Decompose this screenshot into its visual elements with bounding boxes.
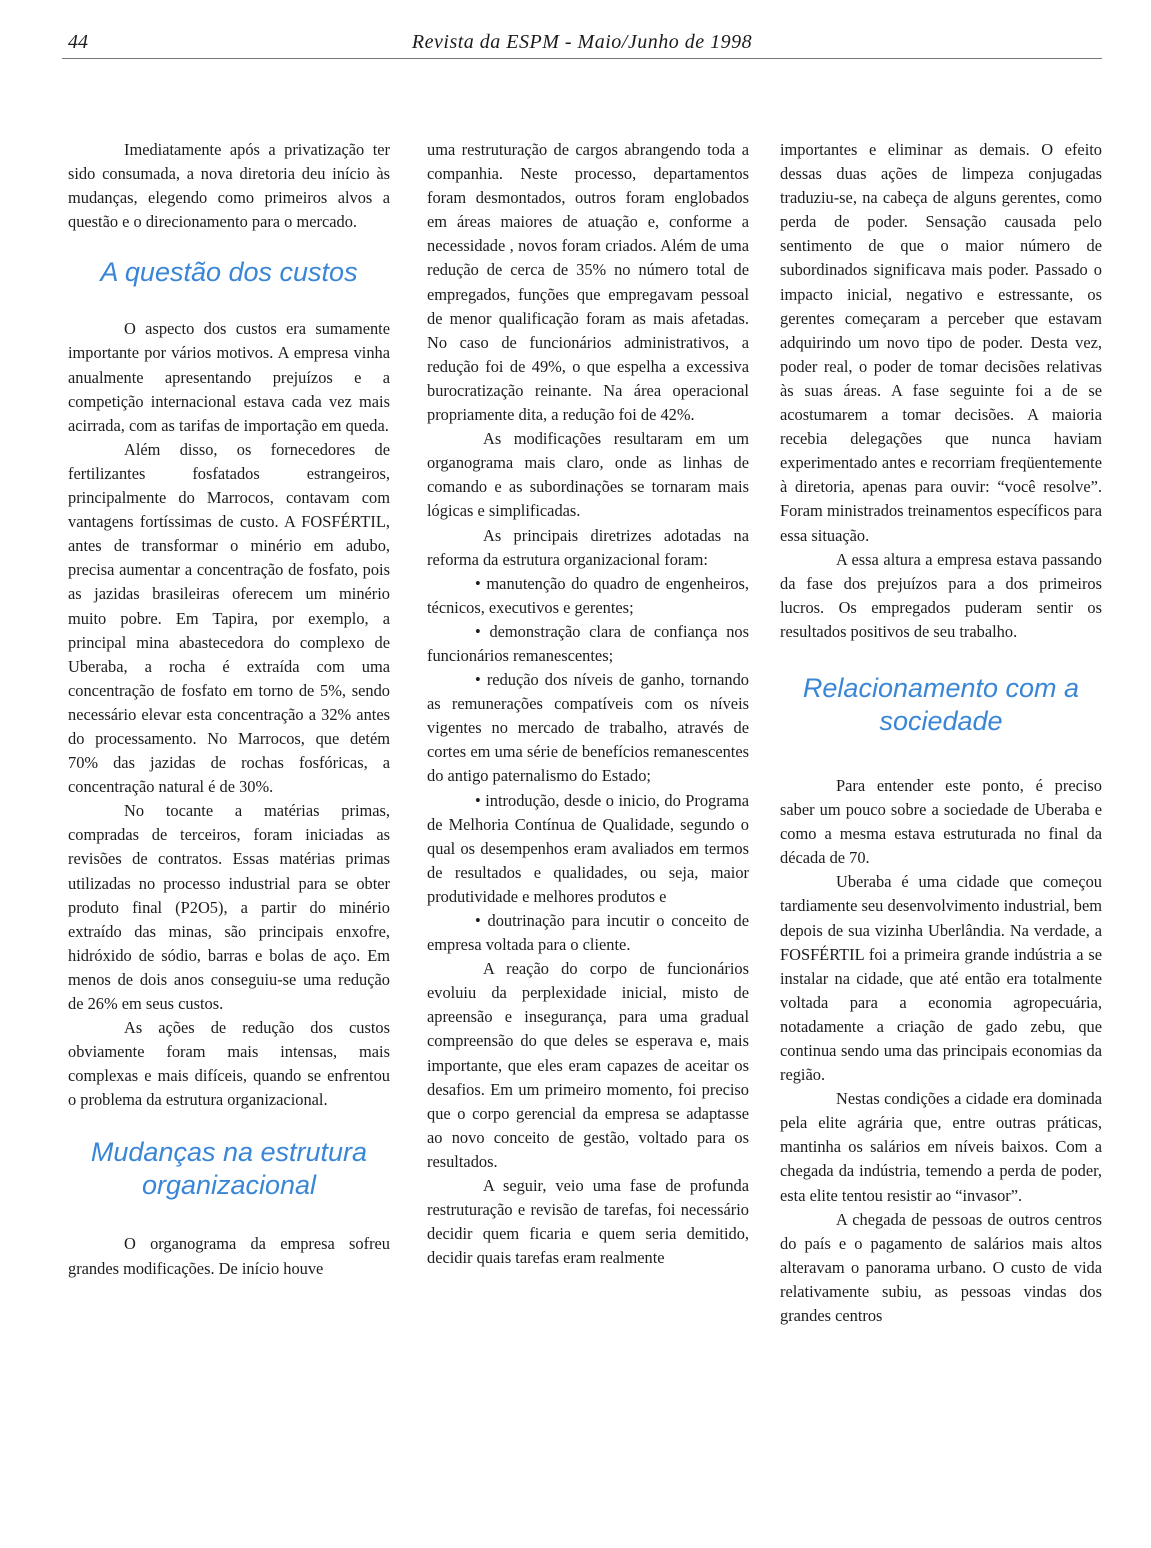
paragraph: As ações de redução dos custos obviamente foram mais intensas, mais complexas e mais difíceis, quando se enfrentou o problema da estrutura organizacional. <box>68 1018 390 1110</box>
running-header <box>62 28 1102 59</box>
paragraph: A seguir, veio uma fase de profunda restruturação e revisão de tarefas, foi necessário decidir quem ficaria e quem seria demitido, decidir quais tarefas eram realmente <box>427 1176 749 1268</box>
paragraph: Para entender este ponto, é preciso saber um pouco sobre a sociedade de Uberaba e como a mesma estava estruturada no final da década de 70. <box>780 775 1102 868</box>
bullet-item: • redução dos níveis de ganho, tornando as remunerações compatíveis com os níveis vigentes no mercado de trabalho, através de cortes em uma série de benefícios remanescentes do antigo paternalismo do Estado; <box>427 668 749 788</box>
paragraph: A reação do corpo de funcionários evoluiu da perplexidade inicial, misto de apreensão e insegurança, para uma gradual compreensão do que deles se esperava e, mais importante, que eles eram capazes de aceitar os desafios. Em um primeiro momento, foi preciso que o corpo gerencial da empresa se adaptasse ao novo conceito de gestão, voltado para os resultados. <box>427 959 749 1171</box>
paragraph: As modificações resultaram em um organograma mais claro, onde as linhas de comando e as subordinações se tornaram mais lógicas e simplificadas. <box>427 429 749 521</box>
column-1 <box>68 138 390 1281</box>
column-3 <box>780 138 1102 1328</box>
bullet-item: • manutenção do quadro de engenheiros, técnicos, executivos e gerentes; <box>427 572 749 620</box>
section-heading-estrutura: Mudanças na estrutura organizacional <box>90 1137 368 1201</box>
paragraph: A chegada de pessoas de outros centros do país e o pagamento de salários mais altos alteravam o panorama urbano. O custo de vida relativamente subiu, as pessoas vindas dos grandes centros <box>780 1209 1102 1326</box>
paragraph: importantes e eliminar as demais. O efeito dessas duas ações de limpeza conjugadas traduziu-se, na cabeça de alguns gerentes, como perda de poder. Sensação causada pelo sentimento de que o maior número de subordinados significava mais poder. Passado o impacto inicial, negativo e estressante, os gerentes começaram a perceber que estavam adquirindo um novo tipo de poder. Desta vez, poder real, o poder de tomar decisões relativas às suas áreas. A fase seguinte foi a de se acostumarem a tomar decisões. A maioria recebia delegações que nunca haviam experimentado antes e recorriam freqüentemente à diretoria, apenas para ouvir: “você resolve”. Foram ministrados treinamentos específicos para essa situação. <box>780 140 1102 545</box>
paragraph: As principais diretrizes adotadas na reforma da estrutura organizacional foram: <box>427 525 749 569</box>
bullet-item: • doutrinação para incutir o conceito de empresa voltada para o cliente. <box>427 909 749 957</box>
paragraph: O aspecto dos custos era sumamente importante por vários motivos. A empresa vinha anualmente apresentando prejuízos e a competição internacional estava cada vez mais acirrada, com as tarifas de importação em queda. <box>68 319 390 435</box>
paragraph: Imediatamente após a privatização ter sido consumada, a nova diretoria deu início às mudanças, elegendo como primeiros alvos a questão e o direcionamento para o mercado. <box>68 140 390 232</box>
column-2 <box>427 138 749 1270</box>
paragraph: Uberaba é uma cidade que começou tardiamente seu desenvolvimento industrial, bem depois de sua vizinha Uberlândia. Na verdade, a FOSFÉRTIL foi a primeira grande indústria a se instalar na cidade, que até então era totalmente voltada para a economia agropecuária, notadamente a criação de gado zebu, que continua sendo uma das principais economias da região. <box>780 872 1102 1085</box>
paragraph: No tocante a matérias primas, compradas de terceiros, foram iniciadas as revisões de contratos. Essas matérias primas utilizadas no processo industrial para se obter produto final (P2O5), a partir do minério extraído das minas, são principais enxofre, hidróxido de sódio, barras e bolas de aço. Em menos de dois anos conseguiu-se uma redução de 26% em seus custos. <box>68 801 390 1013</box>
bullet-item: • introdução, desde o inicio, do Programa de Melhoria Contínua de Qualidade, segundo o qual os desempenhos eram avaliados em termos de resultados e qualidades, ou seja, maior produtividade e melhores produtos e <box>427 789 749 909</box>
bullet-item: • demonstração clara de confiança nos funcionários remanescentes; <box>427 620 749 668</box>
paragraph: Além disso, os fornecedores de fertilizantes fosfatados estrangeiros, principalmente do Marrocos, contavam com vantagens fortíssimas de custo. A FOSFÉRTIL, antes de transformar o minério em adubo, precisa aumentar a concentração de fosfato, pois as jazidas brasileiras oferecem um minério muito pobre. Em Tapira, por exemplo, a principal mina abastecedora do complexo de Uberaba, a rocha é extraída com uma concentração de fosfato em torno de 5%, sendo necessário elevar esta concentração a 32% antes do processamento. No Marrocos, que detém 70% das jazidas de rochas fosfóricas, a concentração natural é de 30%. <box>68 439 390 797</box>
page-number: 44 <box>68 31 88 53</box>
running-title: Revista da ESPM - Maio/Junho de 1998 <box>411 31 753 53</box>
paragraph: Nestas condições a cidade era dominada pela elite agrária que, entre outras práticas, mantinha os salários em níveis baixos. Com a chegada da indústria, temendo a perda de poder, esta elite tentou resistir ao “invasor”. <box>780 1089 1102 1205</box>
section-heading-sociedade: Relacionamento com a sociedade <box>802 672 1080 736</box>
paragraph: uma restruturação de cargos abrangendo toda a companhia. Neste processo, departamentos foram desmontados, outros foram englobados em áreas maiores de atuação e, conforme a necessidade , novos foram criados. Além de uma redução de cerca de 35% no número total de empregados, funções que empregavam pessoal de menor qualificação foram as mais afetadas. No caso de funcionários administrativos, a redução foi de 49%, o que espelha a excessiva burocratização reinante. Na área operacional propriamente dita, a redução foi de 42%. <box>427 140 749 425</box>
paragraph: A essa altura a empresa estava passando da fase dos prejuízos para a dos primeiros lucros. Os empregados puderam sentir os resultados positivos de seu trabalho. <box>780 549 1102 641</box>
paragraph: O organograma da empresa sofreu grandes modificações. De início houve <box>68 1234 390 1278</box>
section-heading-custos: A questão dos custos <box>100 257 358 288</box>
